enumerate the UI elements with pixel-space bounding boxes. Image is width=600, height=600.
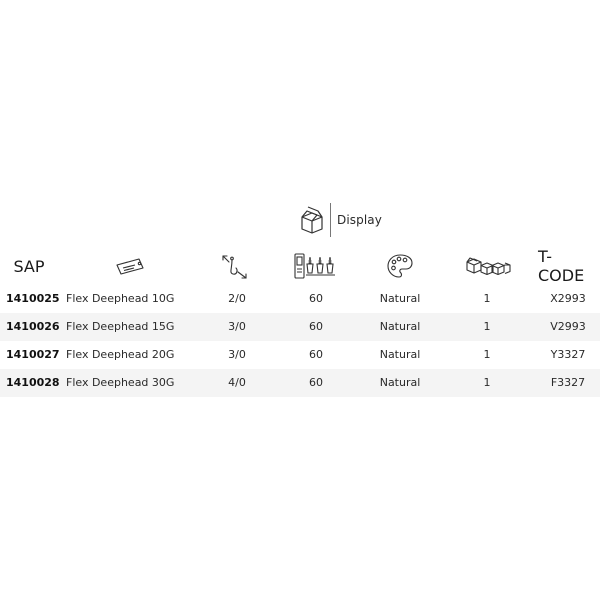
cell-name: Flex Deephead 10G <box>66 292 175 305</box>
cell-tcode: F3327 <box>550 376 586 389</box>
cell-sap: 1410025 <box>6 292 60 305</box>
table-header <box>0 247 600 285</box>
header-sap: SAP <box>13 256 45 276</box>
cell-tcode: Y3327 <box>550 348 586 361</box>
cell-sap: 1410027 <box>6 348 60 361</box>
cell-pack: 60 <box>309 376 323 389</box>
cell-name: Flex Deephead 15G <box>66 320 175 333</box>
table-row <box>0 313 600 341</box>
display-label: Display <box>337 213 382 227</box>
cell-pack: 60 <box>309 292 323 305</box>
cell-box: 1 <box>483 292 491 305</box>
cell-sap: 1410026 <box>6 320 60 333</box>
box-count-icon <box>464 247 512 285</box>
table-row <box>0 341 600 369</box>
cell-hook: 4/0 <box>228 376 246 389</box>
cell-box: 1 <box>483 348 491 361</box>
cell-box: 1 <box>483 376 491 389</box>
cell-sap: 1410028 <box>6 376 60 389</box>
table-row <box>0 285 600 313</box>
color-palette-icon <box>384 247 416 285</box>
display-group <box>299 200 382 240</box>
cell-hook: 3/0 <box>228 348 246 361</box>
cell-color: Natural <box>379 376 421 389</box>
cell-color: Natural <box>379 348 421 361</box>
cell-color: Natural <box>379 320 421 333</box>
cell-hook: 2/0 <box>228 292 246 305</box>
header-tcode: T-CODE <box>538 247 585 285</box>
table-row <box>0 369 600 397</box>
table-body <box>0 285 600 397</box>
display-separator <box>330 203 331 237</box>
box-icon <box>299 205 325 235</box>
label-tag-icon <box>113 247 147 285</box>
cell-pack: 60 <box>309 348 323 361</box>
hook-size-icon <box>218 247 252 285</box>
display-pack-icon <box>292 247 340 285</box>
cell-pack: 60 <box>309 320 323 333</box>
cell-box: 1 <box>483 320 491 333</box>
cell-tcode: V2993 <box>550 320 586 333</box>
cell-tcode: X2993 <box>550 292 586 305</box>
cell-color: Natural <box>379 292 421 305</box>
cell-hook: 3/0 <box>228 320 246 333</box>
cell-name: Flex Deephead 20G <box>66 348 175 361</box>
cell-name: Flex Deephead 30G <box>66 376 175 389</box>
